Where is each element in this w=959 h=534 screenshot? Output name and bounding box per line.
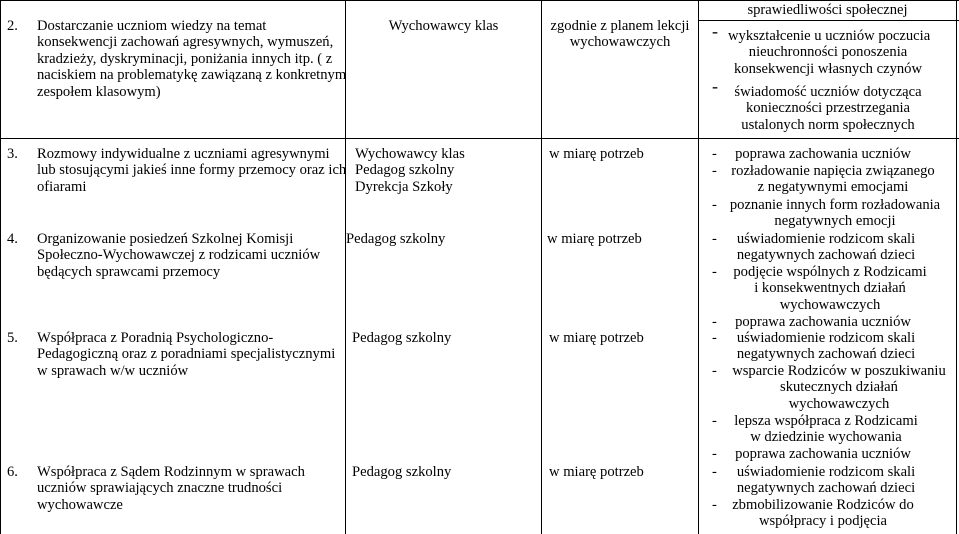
responsible-person (355, 146, 465, 195)
term-line: w miarę potrzeb (549, 464, 644, 480)
task-line: naciskiem na problematykę zawiązaną z konkretnym (37, 67, 347, 84)
term (547, 231, 642, 247)
task-line: Społeczno-Wychowawczej z rodzicami uczniów (37, 247, 321, 264)
expected-result (728, 446, 918, 462)
task-description (37, 18, 346, 100)
term (542, 18, 698, 51)
task-line: konsekwencji zachowań agresywnych, wymuszeń, (37, 34, 334, 51)
term-line: w miarę potrzeb (549, 146, 644, 162)
result-line: negatywnych zachowań dzieci (736, 247, 916, 264)
row-number: 2. (7, 18, 18, 34)
result-line: wychowawczych (788, 395, 890, 412)
result-line: ustalonych norm społecznych (741, 116, 915, 133)
bullet-dash: - (712, 413, 717, 429)
row-number: 4. (7, 231, 18, 247)
result-line: lepsza współpraca z Rodzicami (734, 413, 918, 429)
table-row-divider (0, 138, 959, 139)
expected-result (728, 163, 938, 196)
result-line: poprawa zachowania uczniów (735, 146, 911, 162)
expected-result (728, 84, 928, 133)
responsible-person (352, 464, 451, 480)
task-line: Współpraca z Poradnią Psychologiczno- (37, 330, 274, 346)
result-line: wsparcie Rodziców w poszukiwaniu (732, 363, 946, 379)
bullet-dash: - (712, 146, 717, 162)
expected-result (728, 146, 918, 162)
expected-result (728, 197, 942, 230)
result-line: podjęcie wspólnych z Rodzicami (733, 264, 927, 280)
result-line: poznanie innych form rozładowania (729, 197, 941, 213)
bullet-dash: - (712, 363, 717, 379)
responsible-person (346, 18, 541, 34)
term-line: w miarę potrzeb (549, 330, 644, 346)
term-line: w miarę potrzeb (547, 231, 642, 247)
task-line: kradzieży, dyskryminacji, poniżania innych itp. ( z (37, 50, 333, 67)
result-line: negatywnych emocji (774, 213, 896, 230)
result-line: zbmobilizowanie Rodziców do (732, 497, 914, 513)
task-line: ofiarami (37, 178, 87, 195)
task-line: Pedagogiczną oraz z poradniami specjalistycznymi (37, 346, 336, 363)
expected-result (728, 464, 924, 497)
responsible-line: Pedagog szkolny (355, 162, 455, 179)
result-line: uświadomienie rodzicom skali (736, 464, 916, 480)
result-line: negatywnych zachowań dzieci (736, 480, 916, 497)
bullet-dash: - (712, 446, 717, 462)
responsible-line: Wychowawcy klas (355, 146, 465, 162)
result-line: i konsekwentnych działań (754, 280, 906, 297)
result-line: skutecznych działań (780, 379, 898, 396)
table-col-divider-3 (698, 0, 699, 534)
term-line: wychowawczych (569, 34, 671, 51)
task-line: uczniów sprawiających znaczne trudności (37, 480, 283, 497)
table-border-result-top (698, 20, 959, 21)
result-line: poprawa zachowania uczniów (735, 446, 911, 462)
result-line: poprawa zachowania uczniów (735, 314, 911, 330)
task-line: Organizowanie posiedzeń Szkolnej Komisji (37, 231, 294, 247)
row-number: 5. (7, 330, 18, 346)
bullet-dash: - (712, 314, 717, 330)
result-line: negatywnych zachowań dzieci (736, 346, 916, 363)
result-line: z negatywnymi emocjami (757, 179, 909, 196)
result-line: świadomość uczniów dotycząca (734, 84, 922, 100)
task-line: w sprawach w/w uczniów (37, 362, 189, 379)
bullet-dash: - (712, 330, 717, 346)
task-line: Dostarczanie uczniom wiedzy na temat (37, 18, 267, 34)
task-line: będących sprawcami przemocy (37, 263, 221, 280)
result-line: wykształcenie u uczniów poczucia (728, 28, 931, 44)
term (549, 464, 644, 480)
table-border-right (956, 0, 957, 534)
expected-result (728, 264, 932, 313)
term-line: zgodnie z planem lekcji (550, 18, 690, 34)
task-description (37, 231, 320, 280)
result-continuation: sprawiedliwości społecznej (747, 2, 908, 18)
responsible-person (352, 330, 451, 346)
result-line: w dziedzinie wychowania (750, 429, 902, 446)
bullet-dash: - (712, 163, 717, 179)
table-border-top (0, 0, 959, 1)
result-line: konsekwencji własnych czynów (733, 60, 923, 77)
result-line: nieuchronności ponoszenia (748, 44, 908, 61)
bullet-dash: - (712, 197, 717, 213)
task-line: wychowawcze (37, 496, 123, 513)
table-border-left (0, 0, 1, 534)
bullet-dash: - (712, 231, 717, 247)
expected-result (728, 231, 924, 264)
task-line: Współpraca z Sądem Rodzinnym w sprawach (37, 464, 305, 480)
result-line: konieczności przestrzegania (745, 100, 911, 117)
expected-result (728, 314, 918, 330)
expected-result (728, 363, 950, 412)
responsible-line: Pedagog szkolny (346, 231, 446, 247)
responsible-line: Pedagog szkolny (352, 464, 452, 480)
row-number: 6. (7, 464, 18, 480)
responsible-person (346, 231, 445, 247)
task-line: lub stosującymi jakieś inne formy przemocy oraz ich (37, 162, 347, 179)
responsible-line: Pedagog szkolny (352, 330, 452, 346)
expected-result (728, 497, 918, 530)
responsible-line: Wychowawcy klas (388, 18, 499, 34)
task-description (37, 146, 346, 195)
term (549, 330, 644, 346)
row-number: 3. (7, 146, 18, 162)
responsible-line: Dyrekcja Szkoły (355, 178, 453, 195)
task-description (37, 330, 335, 379)
result-line: uświadomienie rodzicom skali (736, 330, 916, 346)
result-line: współpracy i podjęcia (758, 513, 888, 530)
result-line: rozładowanie napięcia związanego (731, 163, 935, 179)
task-description (37, 464, 305, 513)
bullet-dash: - (712, 497, 717, 513)
task-line: zespołem klasowym) (37, 83, 161, 100)
expected-result (728, 413, 924, 446)
result-line: uświadomienie rodzicom skali (736, 231, 916, 247)
bullet-dash: - (712, 76, 718, 96)
table-col-divider-2 (541, 0, 542, 534)
task-line: Rozmowy indywidualne z uczniami agresywnymi (37, 146, 330, 162)
expected-result (728, 28, 931, 77)
term (549, 146, 644, 162)
expected-result (728, 330, 924, 363)
bullet-dash: - (712, 264, 717, 280)
bullet-dash: - (712, 21, 718, 41)
bullet-dash: - (712, 464, 717, 480)
result-line: wychowawczych (779, 296, 881, 313)
